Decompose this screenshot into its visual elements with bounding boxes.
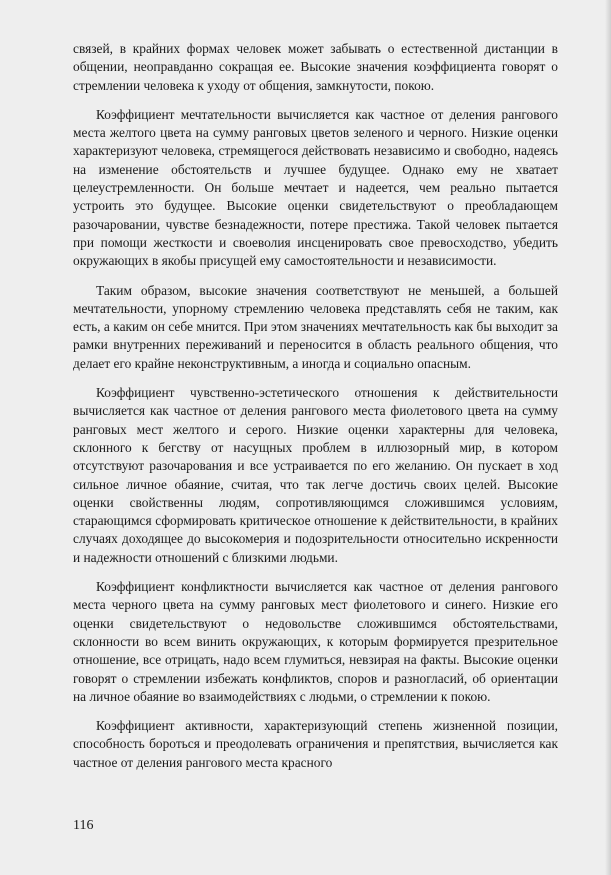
- body-text: [73, 40, 558, 772]
- paragraph-activity-coefficient: Коэффициент активности, характеризующий степень жизненной позиции, способность бороться и преодолевать ограничения и препятствия, вычисляется как частное от деления рангового места красного: [73, 718, 558, 770]
- paragraph-daydreaming-coefficient: Коэффициент мечтательности вычисляется как частное от деления рангового места желтого цвета на сумму ранговых цветов зеленого и черного. Низкие оценки характеризуют человека, стремящегося действовать независимо и свободно, надеясь на изменение обстоятельств и лучшее будущее. Однако ему не хватает целеустремленности. Он больше мечтает и надеется, чем реально пытается устроить это будущее. Высокие оценки свидетельствуют о преобладающем разочаровании, чувстве безнадежности, потере престижа. Такой человек пытается при помощи жесткости и своеволия инсценировать свое превосходство, убедить окружающих в якобы присущей ему самостоятельности и независимости.: [73, 106, 558, 269]
- page-number: 116: [73, 818, 94, 833]
- paragraph-aesthetic-coefficient: Коэффициент чувственно-эстетического отношения к действительности вычисляется как частное от деления рангового места фиолетового цвета на сумму ранговых мест желтого и серого. Низкие оценки характерны для человека, склонного к бегству от насущных проблем в иллюзорный мир, в котором отсутствуют разочарования и все устраивается по его желанию. Он пускает в ход сильное личное обаяние, считая, что так легче достичь своих целей. Высокие оценки свойственны людям, сопротивляющимся сложившимся условиям, старающимся сформировать критическое отношение к действительности, в крайних случаях доходящее до высокомерия и подозрительности относительно искренности и надежности отношений с близкими людьми.: [73, 385, 558, 565]
- paragraph-daydreaming-conclusion: Таким образом, высокие значения соответствуют не меньшей, а большей мечтательности, упорному стремлению человека представлять себя не таким, как есть, а каким он себе мнится. При этом значениях мечтательность как бы выходит за рамки внутренних переживаний и переносится в область реального общения, что делает его крайне неконструктивным, а иногда и социально опасным.: [73, 282, 558, 371]
- paragraph-conflict-coefficient: Коэффициент конфликтности вычисляется как частное от деления рангового места черного цвета на сумму ранговых мест фиолетового и синего. Низкие его оценки свидетельствуют о недовольстве сложившимся обстоятельствами, склонности во всем винить окружающих, к которым формируется презрительное отношение, все отрицать, надо всем глумиться, невзирая на факты. Высокие оценки говорят о стремлении избежать конфликтов, споров и разногласий, об ориентации на личное обаяние во взаимодействиях с людьми, о стремлении к покою.: [73, 579, 558, 704]
- paragraph-continuation: связей, в крайних формах человек может забывать о естественной дистанции в общении, неоправданно сокращая ее. Высокие значения коэффициента говорят о стремлении человека к уходу от общения, замкнутости, покою.: [73, 41, 558, 93]
- page-edge-shadow: [605, 0, 611, 875]
